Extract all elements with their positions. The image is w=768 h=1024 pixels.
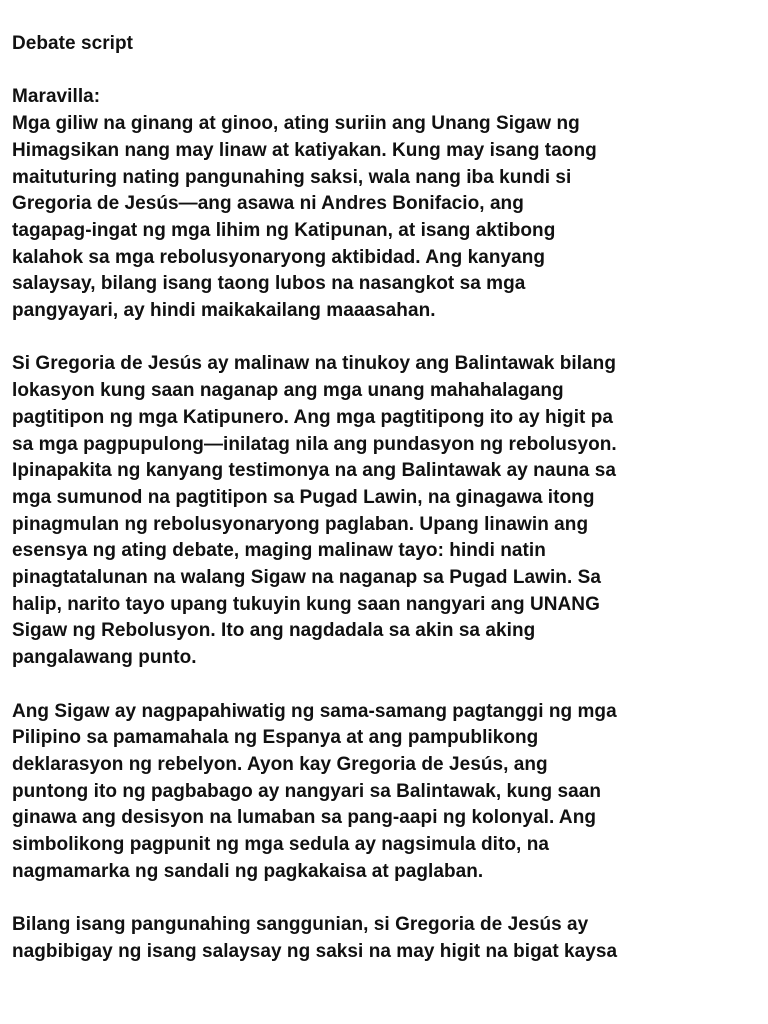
text-line: nagmamarka ng sandali ng pagkakaisa at paglaban. — [12, 860, 484, 882]
text-line: puntong ito ng pagbabago ay nangyari sa Balintawak, kung saan — [12, 780, 601, 802]
text-line: pagtitipon ng mga Katipunero. Ang mga pagtitipong ito ay higit pa — [12, 406, 614, 428]
text-line: nagbibigay ng isang salaysay ng saksi na may higit na bigat kaysa — [12, 940, 618, 962]
text-line: Gregoria de Jesús—ang asawa ni Andres Bonifacio, ang — [12, 193, 524, 215]
text-line: halip, narito tayo upang tukuyin kung saan nangyari ang UNANG — [12, 593, 600, 615]
text-line: Sigaw ng Rebolusyon. Ito ang nagdadala sa akin sa aking — [12, 620, 536, 642]
text-line: Mga giliw na ginang at ginoo, ating suriin ang Unang Sigaw ng — [12, 113, 580, 135]
text-line: mga sumunod na pagtitipon sa Pugad Lawin, na ginagawa itong — [12, 486, 595, 508]
text-line: pangyayari, ay hindi maikakailang maaasahan. — [12, 300, 436, 322]
text-line: deklarasyon ng rebelyon. Ayon kay Gregoria de Jesús, ang — [12, 753, 548, 775]
paragraph-4 — [12, 912, 712, 965]
text-line: Ang Sigaw ay nagpapahiwatig ng sama-samang pagtanggi ng mga — [12, 700, 617, 722]
text-line: ginawa ang desisyon na lumaban sa pang-aapi ng kolonyal. Ang — [12, 807, 597, 829]
text-line: salaysay, bilang isang taong lubos na nasangkot sa mga — [12, 273, 526, 295]
text-line: sa mga pagpupulong—inilatag nila ang pundasyon ng rebolusyon. — [12, 433, 617, 455]
speaker-name: Maravilla: — [12, 86, 101, 108]
document-page — [12, 31, 712, 992]
text-line: pinagtatalunan na walang Sigaw na naganap sa Pugad Lawin. Sa — [12, 567, 601, 589]
text-line: Si Gregoria de Jesús ay malinaw na tinukoy ang Balintawak bilang — [12, 353, 616, 375]
text-line: Himagsikan nang may linaw at katiyakan. Kung may isang taong — [12, 139, 597, 161]
document-title: Debate script — [12, 33, 134, 54]
text-line: Pilipino sa pamamahala ng Espanya at ang pampublikong — [12, 727, 539, 749]
text-line: Ipinapakita ng kanyang testimonya na ang Balintawak ay nauna sa — [12, 460, 616, 482]
text-line: tagapag-ingat ng mga lihim ng Katipunan, at isang aktibong — [12, 219, 556, 241]
text-line: maituturing nating pangunahing saksi, wala nang iba kundi si — [12, 166, 572, 188]
text-line: simbolikong pagpunit ng mga sedula ay nagsimula dito, na — [12, 834, 549, 856]
text-line: Bilang isang pangunahing sanggunian, si Gregoria de Jesús ay — [12, 914, 589, 936]
text-line: lokasyon kung saan naganap ang mga unang mahahalagang — [12, 380, 564, 402]
text-line: pangalawang punto. — [12, 647, 197, 669]
speaker-block — [12, 84, 712, 324]
text-line: kalahok sa mga rebolusyonaryong aktibidad. Ang kanyang — [12, 246, 546, 268]
text-line: pinagmulan ng rebolusyonaryong paglaban. Upang linawin ang — [12, 513, 589, 535]
paragraph-2 — [12, 351, 712, 671]
text-line: esensya ng ating debate, maging malinaw tayo: hindi natin — [12, 540, 546, 562]
paragraph-3 — [12, 699, 712, 886]
